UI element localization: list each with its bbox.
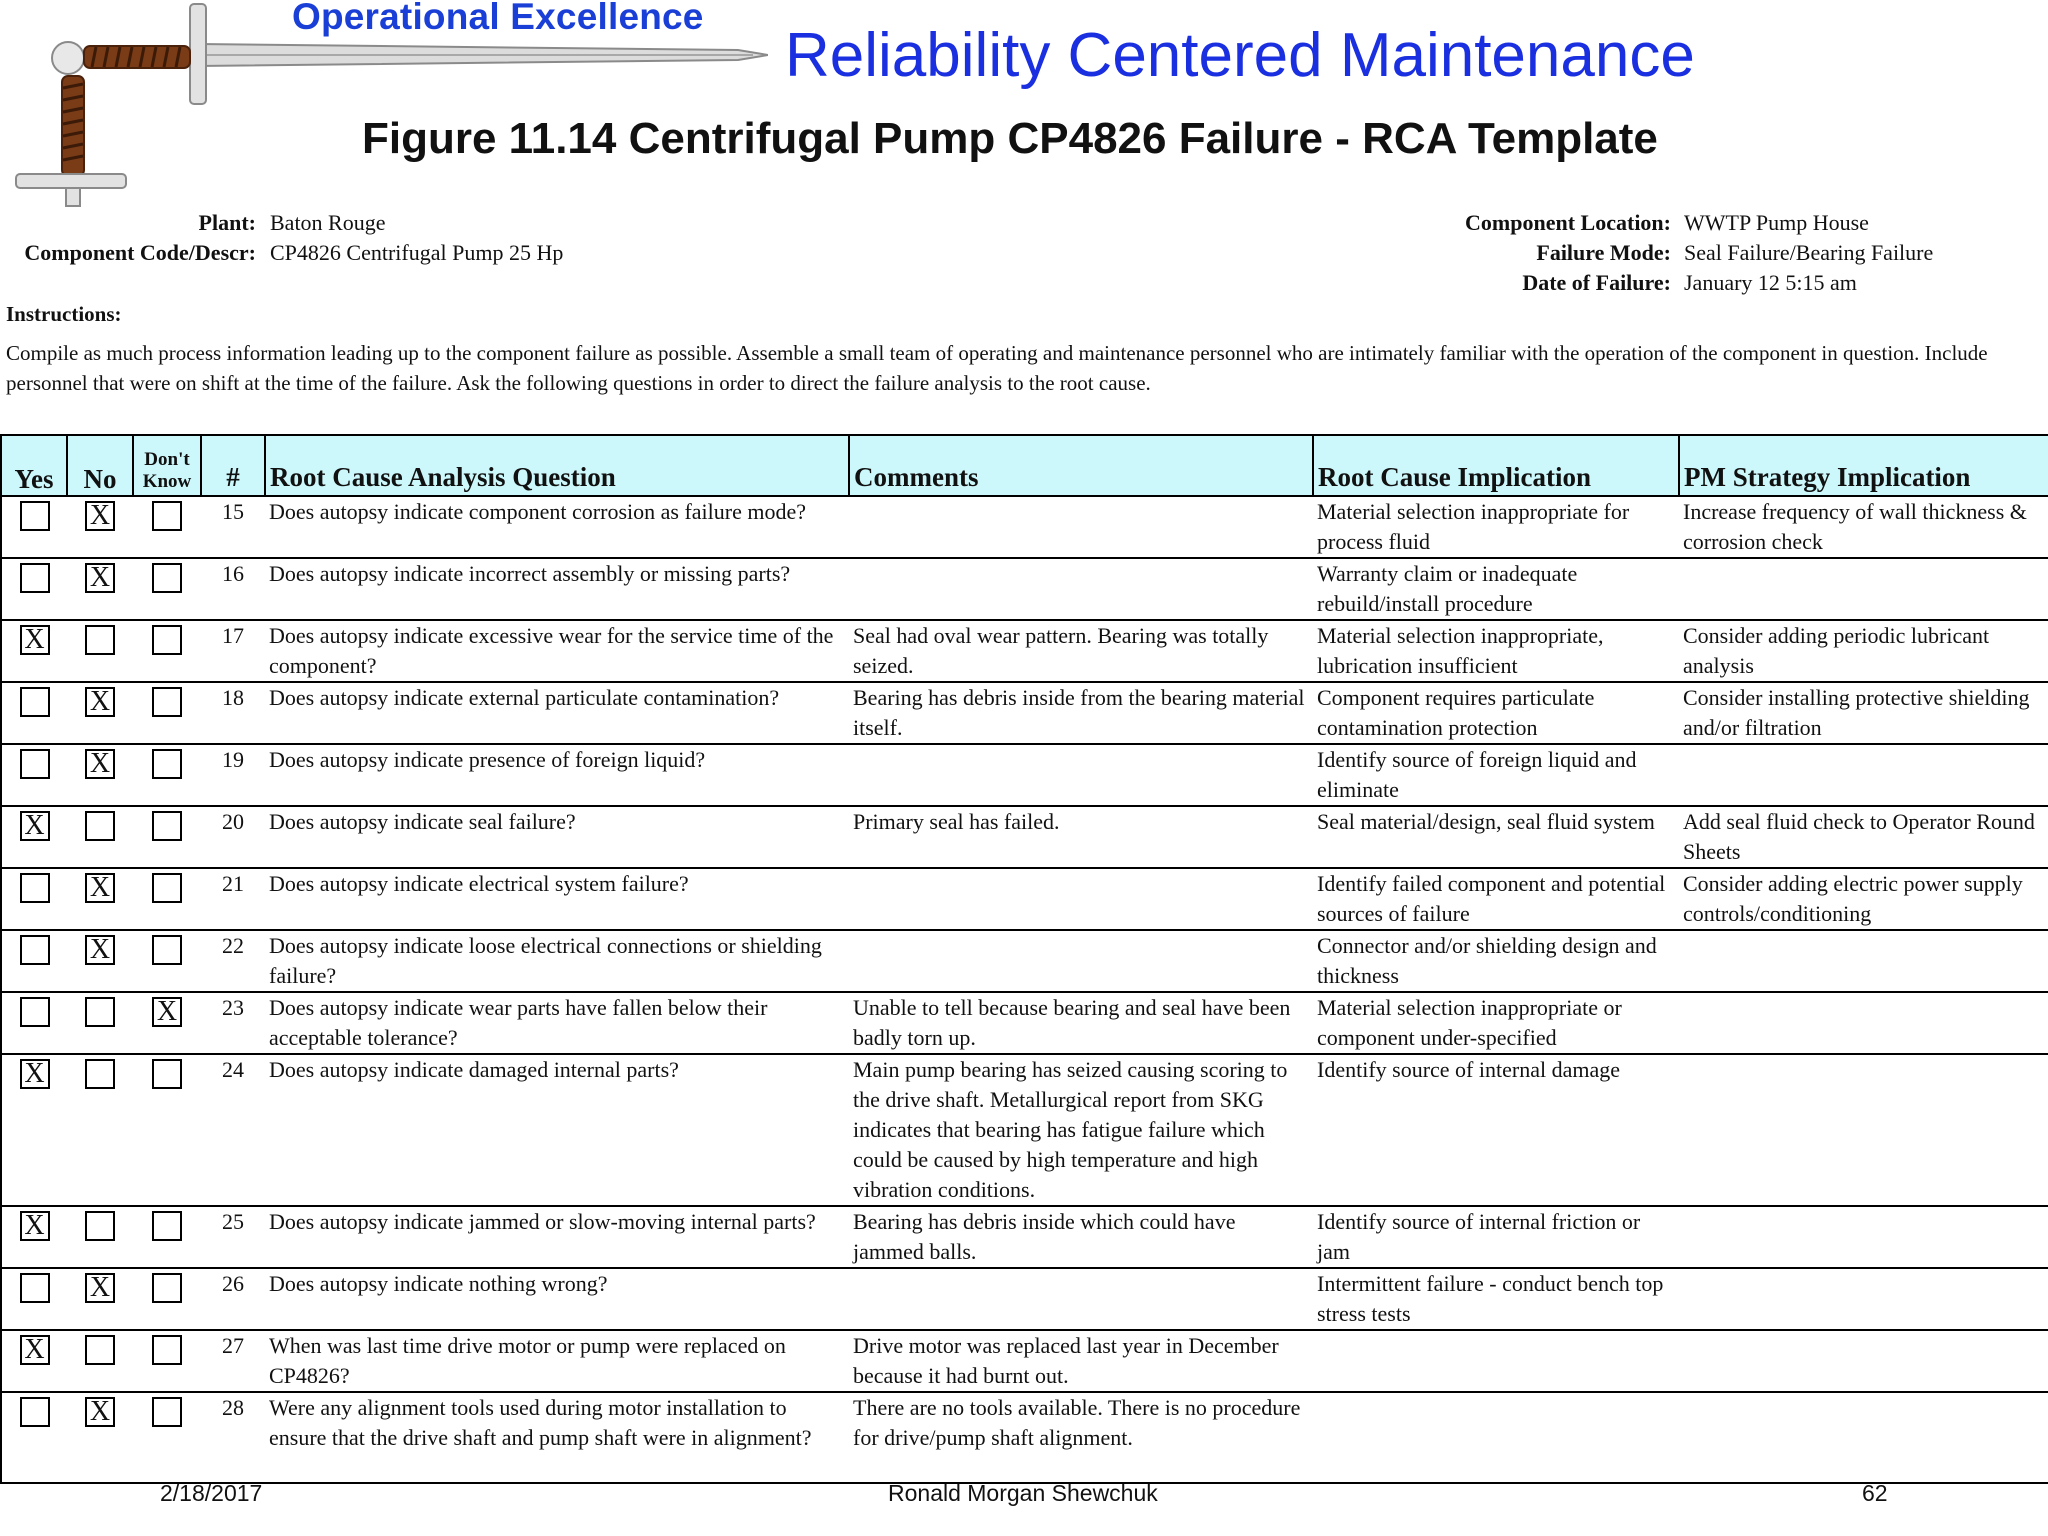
- no-checkbox[interactable]: X: [85, 873, 115, 903]
- dont-know-cell: [133, 1330, 201, 1392]
- yes-cell: [1, 930, 67, 992]
- no-cell: [67, 868, 133, 930]
- pm-strategy-text: [1679, 1330, 2048, 1392]
- no-cell: [67, 558, 133, 620]
- table-row: [1, 558, 2048, 620]
- row-number: 24: [201, 1054, 265, 1206]
- pm-strategy-text: Add seal fluid check to Operator Round Sheets: [1679, 806, 2048, 868]
- no-cell: [67, 1054, 133, 1206]
- yes-checkbox[interactable]: [20, 749, 50, 779]
- col-header-pm-strategy: PM Strategy Implication: [1679, 435, 2048, 496]
- component-code-value: CP4826 Centrifugal Pump 25 Hp: [270, 240, 564, 265]
- dont-know-cell: [133, 744, 201, 806]
- pm-strategy-text: [1679, 992, 2048, 1054]
- dont-know-checkbox[interactable]: [152, 501, 182, 531]
- table-row: [1, 806, 2048, 868]
- row-number: 16: [201, 558, 265, 620]
- dont-know-checkbox[interactable]: [152, 1211, 182, 1241]
- root-cause-text: Identify source of foreign liquid and eliminate: [1313, 744, 1679, 806]
- no-checkbox[interactable]: [85, 1335, 115, 1365]
- no-checkbox[interactable]: X: [85, 501, 115, 531]
- page-title: Reliability Centered Maintenance: [785, 21, 1695, 90]
- failure-date-label: Date of Failure:: [1522, 270, 1671, 295]
- no-checkbox[interactable]: [85, 1211, 115, 1241]
- comments-text: Bearing has debris inside which could have jammed balls.: [849, 1206, 1313, 1268]
- table-row: [1, 1206, 2048, 1268]
- pm-strategy-text: Consider adding periodic lubricant analysis: [1679, 620, 2048, 682]
- col-header-comments: Comments: [849, 435, 1313, 496]
- no-cell: [67, 1392, 133, 1483]
- row-number: 28: [201, 1392, 265, 1483]
- row-number: 23: [201, 992, 265, 1054]
- question-text: Does autopsy indicate electrical system failure?: [265, 868, 849, 930]
- yes-checkbox[interactable]: [20, 935, 50, 965]
- pm-strategy-text: Increase frequency of wall thickness & corrosion check: [1679, 496, 2048, 558]
- component-location-value: WWTP Pump House: [1684, 210, 1869, 235]
- question-text: Does autopsy indicate seal failure?: [265, 806, 849, 868]
- failure-mode-label: Failure Mode:: [1536, 240, 1671, 265]
- footer-page-number: 62: [1862, 1480, 1888, 1506]
- comments-text: There are no tools available. There is no procedure for drive/pump shaft alignment.: [849, 1392, 1313, 1483]
- yes-cell: [1, 1054, 67, 1206]
- yes-checkbox[interactable]: [20, 997, 50, 1027]
- table-row: [1, 1330, 2048, 1392]
- root-cause-text: Material selection inappropriate, lubrication insufficient: [1313, 620, 1679, 682]
- no-cell: [67, 1268, 133, 1330]
- root-cause-text: Seal material/design, seal fluid system: [1313, 806, 1679, 868]
- no-cell: [67, 496, 133, 558]
- root-cause-text: [1313, 1330, 1679, 1392]
- pm-strategy-text: Consider installing protective shielding and/or filtration: [1679, 682, 2048, 744]
- dont-know-cell: [133, 1206, 201, 1268]
- no-cell: [67, 930, 133, 992]
- table-row: [1, 496, 2048, 558]
- instructions-body: Compile as much process information leading up to the component failure as possible. Assemble a small team of operating and maintenance personnel who are intimately familiar with the operation of the component in question. Include personnel that were on shift at the time of the failure. Ask the following questions in order to direct the failure analysis to the root cause.: [6, 341, 1988, 395]
- question-text: Does autopsy indicate loose electrical connections or shielding failure?: [265, 930, 849, 992]
- root-cause-text: Connector and/or shielding design and thickness: [1313, 930, 1679, 992]
- yes-cell: [1, 992, 67, 1054]
- col-header-dont-know: Don't Know: [133, 435, 201, 496]
- no-checkbox[interactable]: X: [85, 1273, 115, 1303]
- comments-text: [849, 558, 1313, 620]
- pm-strategy-text: [1679, 1206, 2048, 1268]
- no-checkbox[interactable]: X: [85, 749, 115, 779]
- root-cause-text: Identify source of internal damage: [1313, 1054, 1679, 1206]
- question-text: Were any alignment tools used during motor installation to ensure that the drive shaft and pump shaft were in alignment?: [265, 1392, 849, 1483]
- row-number: 22: [201, 930, 265, 992]
- yes-checkbox[interactable]: [20, 563, 50, 593]
- failure-date-value: January 12 5:15 am: [1684, 270, 1857, 295]
- question-text: Does autopsy indicate component corrosion as failure mode?: [265, 496, 849, 558]
- no-checkbox[interactable]: [85, 625, 115, 655]
- root-cause-text: Identify failed component and potential sources of failure: [1313, 868, 1679, 930]
- rca-table: [0, 434, 2048, 1484]
- dont-know-checkbox[interactable]: [152, 749, 182, 779]
- root-cause-text: Material selection inappropriate for process fluid: [1313, 496, 1679, 558]
- table-row: [1, 930, 2048, 992]
- yes-cell: [1, 682, 67, 744]
- row-number: 25: [201, 1206, 265, 1268]
- footer-date: 2/18/2017: [160, 1480, 263, 1506]
- comments-text: [849, 868, 1313, 930]
- yes-checkbox[interactable]: [20, 1397, 50, 1427]
- root-cause-text: Warranty claim or inadequate rebuild/install procedure: [1313, 558, 1679, 620]
- dont-know-checkbox[interactable]: [152, 625, 182, 655]
- no-checkbox[interactable]: X: [85, 687, 115, 717]
- yes-cell: [1, 1330, 67, 1392]
- no-checkbox[interactable]: X: [85, 563, 115, 593]
- row-number: 19: [201, 744, 265, 806]
- comments-text: Seal had oval wear pattern. Bearing was totally seized.: [849, 620, 1313, 682]
- row-number: 21: [201, 868, 265, 930]
- root-cause-text: Intermittent failure - conduct bench top stress tests: [1313, 1268, 1679, 1330]
- banner-text: Operational Excellence: [292, 0, 704, 37]
- dont-know-cell: [133, 1268, 201, 1330]
- row-number: 20: [201, 806, 265, 868]
- dont-know-cell: [133, 806, 201, 868]
- comments-text: Bearing has debris inside from the bearing material itself.: [849, 682, 1313, 744]
- yes-cell: [1, 744, 67, 806]
- failure-mode-value: Seal Failure/Bearing Failure: [1684, 240, 1934, 265]
- comments-text: [849, 744, 1313, 806]
- no-cell: [67, 1330, 133, 1392]
- comments-text: [849, 930, 1313, 992]
- table-row: [1, 992, 2048, 1054]
- component-location-label: Component Location:: [1465, 210, 1671, 235]
- comments-text: [849, 496, 1313, 558]
- comments-text: [849, 1268, 1313, 1330]
- pm-strategy-text: [1679, 1054, 2048, 1206]
- question-text: Does autopsy indicate damaged internal parts?: [265, 1054, 849, 1206]
- no-cell: [67, 1206, 133, 1268]
- table-header-row: [1, 435, 2048, 496]
- yes-cell: [1, 1206, 67, 1268]
- dont-know-cell: [133, 992, 201, 1054]
- root-cause-text: [1313, 1392, 1679, 1483]
- question-text: Does autopsy indicate wear parts have fallen below their acceptable tolerance?: [265, 992, 849, 1054]
- yes-checkbox[interactable]: X: [20, 1059, 50, 1089]
- comments-text: Unable to tell because bearing and seal have been badly torn up.: [849, 992, 1313, 1054]
- yes-cell: [1, 1392, 67, 1483]
- dont-know-checkbox[interactable]: X: [152, 997, 182, 1027]
- component-code-label: Component Code/Descr:: [24, 240, 256, 265]
- row-number: 26: [201, 1268, 265, 1330]
- dont-know-cell: [133, 682, 201, 744]
- pm-strategy-text: [1679, 1268, 2048, 1330]
- yes-cell: [1, 868, 67, 930]
- dont-know-checkbox[interactable]: [152, 563, 182, 593]
- footer-author: Ronald Morgan Shewchuk: [888, 1480, 1158, 1506]
- yes-cell: [1, 806, 67, 868]
- no-cell: [67, 806, 133, 868]
- yes-checkbox[interactable]: X: [20, 811, 50, 841]
- dont-know-checkbox[interactable]: [152, 873, 182, 903]
- table-row: [1, 1054, 2048, 1206]
- col-header-no: No: [67, 435, 133, 496]
- pm-strategy-text: Consider adding electric power supply controls/conditioning: [1679, 868, 2048, 930]
- dont-know-checkbox[interactable]: [152, 687, 182, 717]
- dont-know-checkbox[interactable]: [152, 1335, 182, 1365]
- no-cell: [67, 620, 133, 682]
- pm-strategy-text: [1679, 558, 2048, 620]
- question-text: Does autopsy indicate jammed or slow-moving internal parts?: [265, 1206, 849, 1268]
- comments-text: Primary seal has failed.: [849, 806, 1313, 868]
- col-header-question: Root Cause Analysis Question: [265, 435, 849, 496]
- col-header-root-cause: Root Cause Implication: [1313, 435, 1679, 496]
- yes-checkbox[interactable]: [20, 873, 50, 903]
- row-number: 15: [201, 496, 265, 558]
- root-cause-text: Material selection inappropriate or component under-specified: [1313, 992, 1679, 1054]
- yes-checkbox[interactable]: [20, 501, 50, 531]
- dont-know-checkbox[interactable]: [152, 1059, 182, 1089]
- figure-title: Figure 11.14 Centrifugal Pump CP4826 Failure - RCA Template: [362, 114, 1658, 163]
- question-text: When was last time drive motor or pump were replaced on CP4826?: [265, 1330, 849, 1392]
- table-row: [1, 1268, 2048, 1330]
- yes-cell: [1, 496, 67, 558]
- dont-know-cell: [133, 620, 201, 682]
- question-text: Does autopsy indicate incorrect assembly or missing parts?: [265, 558, 849, 620]
- yes-cell: [1, 1268, 67, 1330]
- yes-checkbox[interactable]: [20, 687, 50, 717]
- dont-know-cell: [133, 1392, 201, 1483]
- no-checkbox[interactable]: [85, 997, 115, 1027]
- table-row: [1, 744, 2048, 806]
- question-text: Does autopsy indicate nothing wrong?: [265, 1268, 849, 1330]
- dont-know-cell: [133, 930, 201, 992]
- row-number: 18: [201, 682, 265, 744]
- dont-know-cell: [133, 496, 201, 558]
- no-checkbox[interactable]: X: [85, 1397, 115, 1427]
- instructions-heading: Instructions:: [6, 302, 122, 326]
- no-checkbox[interactable]: [85, 811, 115, 841]
- yes-checkbox[interactable]: X: [20, 1211, 50, 1241]
- no-cell: [67, 992, 133, 1054]
- yes-checkbox[interactable]: X: [20, 625, 50, 655]
- plant-value: Baton Rouge: [270, 210, 386, 235]
- dont-know-checkbox[interactable]: [152, 935, 182, 965]
- question-text: Does autopsy indicate presence of foreign liquid?: [265, 744, 849, 806]
- comments-text: Drive motor was replaced last year in December because it had burnt out.: [849, 1330, 1313, 1392]
- pm-strategy-text: [1679, 930, 2048, 992]
- col-header-number: #: [201, 435, 265, 496]
- dont-know-checkbox[interactable]: [152, 811, 182, 841]
- no-cell: [67, 682, 133, 744]
- root-cause-text: Identify source of internal friction or jam: [1313, 1206, 1679, 1268]
- row-number: 17: [201, 620, 265, 682]
- rca-table-body: [1, 496, 2048, 1483]
- table-row: [1, 868, 2048, 930]
- dont-know-checkbox[interactable]: [152, 1397, 182, 1427]
- plant-label: Plant:: [198, 210, 256, 235]
- pm-strategy-text: [1679, 1392, 2048, 1483]
- no-checkbox[interactable]: [85, 1059, 115, 1089]
- table-row: [1, 1392, 2048, 1483]
- no-cell: [67, 744, 133, 806]
- table-row: [1, 682, 2048, 744]
- dont-know-cell: [133, 868, 201, 930]
- no-checkbox[interactable]: X: [85, 935, 115, 965]
- yes-checkbox[interactable]: [20, 1273, 50, 1303]
- yes-cell: [1, 558, 67, 620]
- question-text: Does autopsy indicate external particulate contamination?: [265, 682, 849, 744]
- yes-cell: [1, 620, 67, 682]
- root-cause-text: Component requires particulate contamination protection: [1313, 682, 1679, 744]
- table-row: [1, 620, 2048, 682]
- dont-know-cell: [133, 1054, 201, 1206]
- comments-text: Main pump bearing has seized causing scoring to the drive shaft. Metallurgical report from SKG indicates that bearing has fatigue failure which could be caused by high temperature and high vibration conditions.: [849, 1054, 1313, 1206]
- pm-strategy-text: [1679, 744, 2048, 806]
- row-number: 27: [201, 1330, 265, 1392]
- dont-know-checkbox[interactable]: [152, 1273, 182, 1303]
- question-text: Does autopsy indicate excessive wear for the service time of the component?: [265, 620, 849, 682]
- yes-checkbox[interactable]: X: [20, 1335, 50, 1365]
- col-header-yes: Yes: [1, 435, 67, 496]
- dont-know-cell: [133, 558, 201, 620]
